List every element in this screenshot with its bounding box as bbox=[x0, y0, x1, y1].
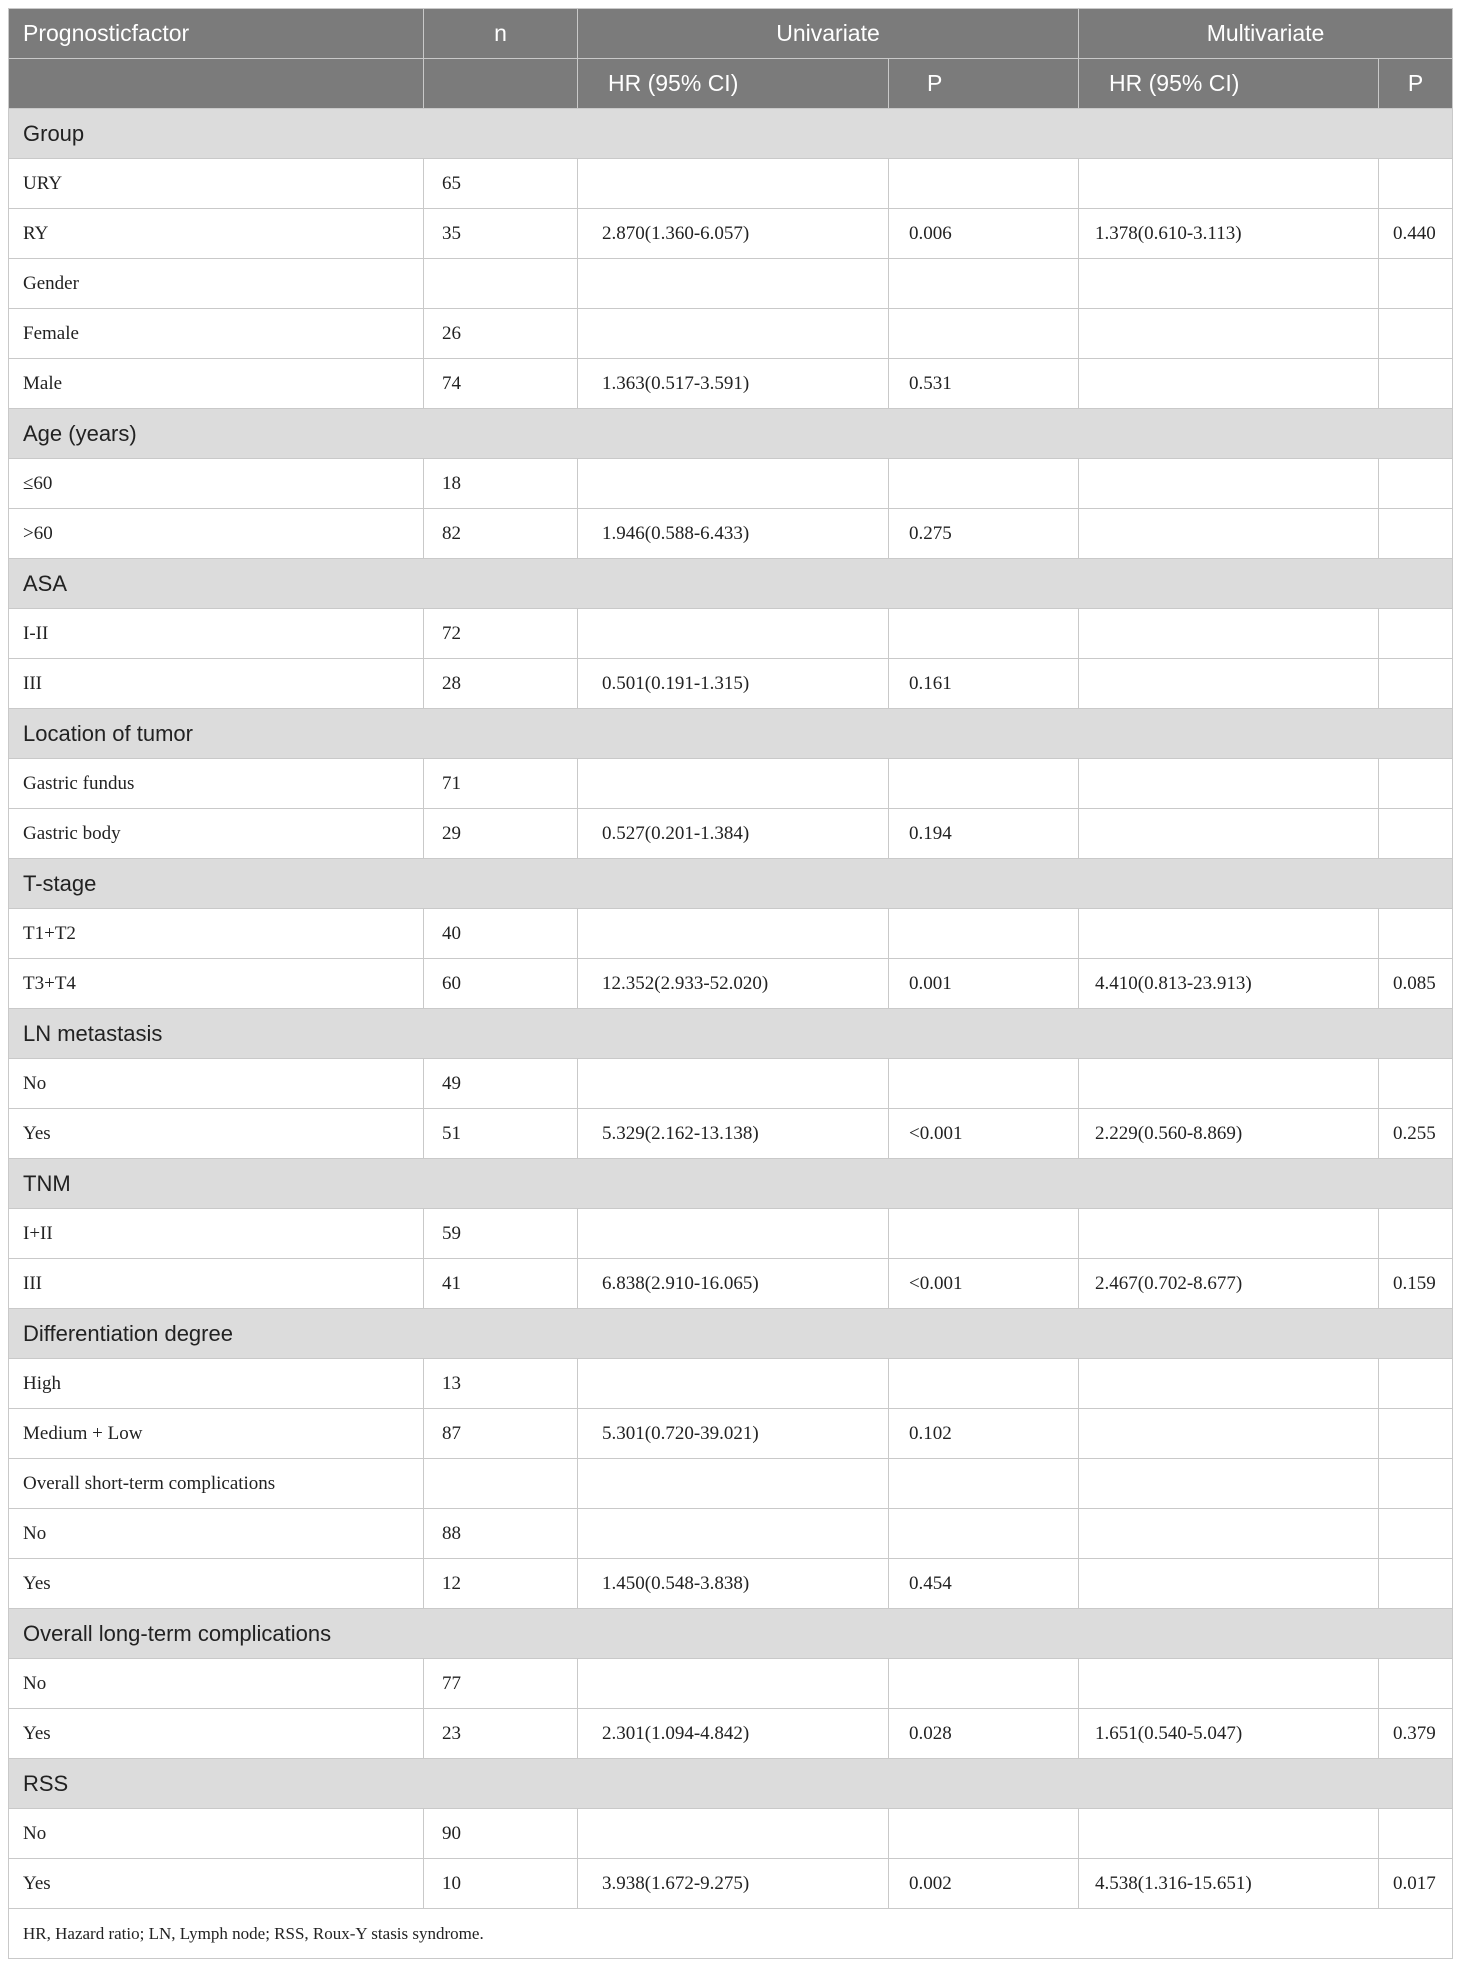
table-row bbox=[9, 1859, 1453, 1909]
table-row bbox=[9, 959, 1453, 1009]
cell-univariate-hr bbox=[578, 459, 889, 509]
header-multivariate-p: P bbox=[1379, 59, 1453, 109]
cell-n bbox=[424, 1459, 578, 1509]
cell-univariate-hr: 2.870(1.360-6.057) bbox=[578, 209, 889, 259]
cell-univariate-p: 0.002 bbox=[889, 1859, 1079, 1909]
cell-univariate-hr bbox=[578, 1509, 889, 1559]
cell-univariate-p: 0.275 bbox=[889, 509, 1079, 559]
section-label: T-stage bbox=[9, 859, 1453, 909]
cell-univariate-p bbox=[889, 1509, 1079, 1559]
section-label: Age (years) bbox=[9, 409, 1453, 459]
cell-n: 28 bbox=[424, 659, 578, 709]
cell-multivariate-p bbox=[1379, 1509, 1453, 1559]
cell-univariate-hr: 1.946(0.588-6.433) bbox=[578, 509, 889, 559]
table-row bbox=[9, 1359, 1453, 1409]
table-container bbox=[8, 8, 1452, 1959]
cell-univariate-p bbox=[889, 1359, 1079, 1409]
cell-factor: Female bbox=[9, 309, 424, 359]
prognostic-factors-table bbox=[8, 8, 1453, 1959]
table-row bbox=[9, 1809, 1453, 1859]
header-multivariate: Multivariate bbox=[1079, 9, 1453, 59]
cell-factor: Overall short-term complications bbox=[9, 1459, 424, 1509]
cell-n bbox=[424, 259, 578, 309]
cell-n: 90 bbox=[424, 1809, 578, 1859]
section-row bbox=[9, 859, 1453, 909]
table-row bbox=[9, 159, 1453, 209]
section-label: Overall long-term complications bbox=[9, 1609, 1453, 1659]
cell-univariate-p: 0.028 bbox=[889, 1709, 1079, 1759]
cell-multivariate-hr bbox=[1079, 1659, 1379, 1709]
cell-univariate-hr: 6.838(2.910-16.065) bbox=[578, 1259, 889, 1309]
cell-factor: High bbox=[9, 1359, 424, 1409]
cell-multivariate-hr bbox=[1079, 1409, 1379, 1459]
cell-multivariate-p bbox=[1379, 809, 1453, 859]
cell-factor: Yes bbox=[9, 1709, 424, 1759]
cell-univariate-p: <0.001 bbox=[889, 1259, 1079, 1309]
section-row bbox=[9, 109, 1453, 159]
table-row bbox=[9, 209, 1453, 259]
header-univariate-p: P bbox=[889, 59, 1079, 109]
cell-factor: Medium + Low bbox=[9, 1409, 424, 1459]
cell-univariate-p bbox=[889, 1209, 1079, 1259]
cell-n: 29 bbox=[424, 809, 578, 859]
table-row bbox=[9, 1109, 1453, 1159]
cell-multivariate-hr bbox=[1079, 759, 1379, 809]
cell-n: 41 bbox=[424, 1259, 578, 1309]
cell-factor: I+II bbox=[9, 1209, 424, 1259]
cell-univariate-p bbox=[889, 1459, 1079, 1509]
header-multivariate-hr: HR (95% CI) bbox=[1079, 59, 1379, 109]
cell-multivariate-hr bbox=[1079, 1559, 1379, 1609]
cell-multivariate-p bbox=[1379, 1659, 1453, 1709]
cell-univariate-hr: 3.938(1.672-9.275) bbox=[578, 1859, 889, 1909]
cell-univariate-p bbox=[889, 1659, 1079, 1709]
cell-factor: Male bbox=[9, 359, 424, 409]
cell-multivariate-hr: 1.651(0.540-5.047) bbox=[1079, 1709, 1379, 1759]
table-row bbox=[9, 459, 1453, 509]
cell-factor: URY bbox=[9, 159, 424, 209]
cell-n: 71 bbox=[424, 759, 578, 809]
cell-multivariate-hr bbox=[1079, 1209, 1379, 1259]
cell-univariate-p bbox=[889, 259, 1079, 309]
cell-univariate-p bbox=[889, 909, 1079, 959]
cell-multivariate-p bbox=[1379, 1559, 1453, 1609]
table-row bbox=[9, 1459, 1453, 1509]
section-label: TNM bbox=[9, 1159, 1453, 1209]
cell-factor: Yes bbox=[9, 1109, 424, 1159]
cell-multivariate-hr: 1.378(0.610-3.113) bbox=[1079, 209, 1379, 259]
header-blank-n bbox=[424, 59, 578, 109]
cell-multivariate-hr bbox=[1079, 659, 1379, 709]
cell-univariate-hr bbox=[578, 1809, 889, 1859]
cell-univariate-p bbox=[889, 1059, 1079, 1109]
table-row bbox=[9, 1059, 1453, 1109]
cell-univariate-hr: 12.352(2.933-52.020) bbox=[578, 959, 889, 1009]
section-row bbox=[9, 1009, 1453, 1059]
section-row bbox=[9, 1159, 1453, 1209]
section-row bbox=[9, 409, 1453, 459]
section-label: Location of tumor bbox=[9, 709, 1453, 759]
cell-multivariate-p bbox=[1379, 1359, 1453, 1409]
table-row bbox=[9, 509, 1453, 559]
header-univariate-hr: HR (95% CI) bbox=[578, 59, 889, 109]
section-label: Differentiation degree bbox=[9, 1309, 1453, 1359]
cell-univariate-p bbox=[889, 609, 1079, 659]
table-row bbox=[9, 659, 1453, 709]
cell-multivariate-p: 0.085 bbox=[1379, 959, 1453, 1009]
cell-univariate-p: 0.006 bbox=[889, 209, 1079, 259]
cell-n: 88 bbox=[424, 1509, 578, 1559]
cell-univariate-hr: 2.301(1.094-4.842) bbox=[578, 1709, 889, 1759]
cell-univariate-hr: 0.501(0.191-1.315) bbox=[578, 659, 889, 709]
table-row bbox=[9, 1259, 1453, 1309]
cell-multivariate-p bbox=[1379, 1409, 1453, 1459]
cell-multivariate-p bbox=[1379, 1059, 1453, 1109]
table-row bbox=[9, 609, 1453, 659]
table-row bbox=[9, 359, 1453, 409]
cell-univariate-hr bbox=[578, 609, 889, 659]
cell-factor: III bbox=[9, 1259, 424, 1309]
section-row bbox=[9, 559, 1453, 609]
cell-n: 59 bbox=[424, 1209, 578, 1259]
table-row bbox=[9, 759, 1453, 809]
cell-n: 13 bbox=[424, 1359, 578, 1409]
cell-multivariate-hr bbox=[1079, 459, 1379, 509]
cell-n: 12 bbox=[424, 1559, 578, 1609]
cell-multivariate-hr bbox=[1079, 1509, 1379, 1559]
cell-univariate-p bbox=[889, 759, 1079, 809]
section-label: Group bbox=[9, 109, 1453, 159]
header-factor: Prognosticfactor bbox=[9, 9, 424, 59]
table-body bbox=[9, 109, 1453, 1909]
table-row bbox=[9, 1559, 1453, 1609]
table-row bbox=[9, 1709, 1453, 1759]
cell-multivariate-p: 0.159 bbox=[1379, 1259, 1453, 1309]
table-row bbox=[9, 259, 1453, 309]
cell-multivariate-hr bbox=[1079, 909, 1379, 959]
cell-n: 65 bbox=[424, 159, 578, 209]
cell-n: 10 bbox=[424, 1859, 578, 1909]
cell-univariate-hr bbox=[578, 1059, 889, 1109]
cell-univariate-hr: 5.329(2.162-13.138) bbox=[578, 1109, 889, 1159]
cell-multivariate-p: 0.255 bbox=[1379, 1109, 1453, 1159]
cell-factor: Yes bbox=[9, 1559, 424, 1609]
cell-univariate-hr: 1.363(0.517-3.591) bbox=[578, 359, 889, 409]
cell-factor: >60 bbox=[9, 509, 424, 559]
cell-multivariate-p bbox=[1379, 1209, 1453, 1259]
cell-univariate-p: 0.531 bbox=[889, 359, 1079, 409]
cell-multivariate-p bbox=[1379, 359, 1453, 409]
cell-univariate-hr bbox=[578, 309, 889, 359]
cell-univariate-p: <0.001 bbox=[889, 1109, 1079, 1159]
cell-factor: Gastric fundus bbox=[9, 759, 424, 809]
cell-factor: ≤60 bbox=[9, 459, 424, 509]
cell-multivariate-p bbox=[1379, 459, 1453, 509]
cell-univariate-hr bbox=[578, 1459, 889, 1509]
cell-multivariate-p bbox=[1379, 509, 1453, 559]
cell-univariate-p: 0.001 bbox=[889, 959, 1079, 1009]
table-header bbox=[9, 9, 1453, 109]
cell-factor: No bbox=[9, 1509, 424, 1559]
table-row bbox=[9, 309, 1453, 359]
cell-univariate-hr bbox=[578, 1659, 889, 1709]
table-row bbox=[9, 1509, 1453, 1559]
cell-multivariate-hr bbox=[1079, 509, 1379, 559]
cell-n: 72 bbox=[424, 609, 578, 659]
cell-multivariate-p bbox=[1379, 259, 1453, 309]
cell-univariate-hr bbox=[578, 1209, 889, 1259]
cell-multivariate-p: 0.440 bbox=[1379, 209, 1453, 259]
cell-univariate-p bbox=[889, 459, 1079, 509]
table-row bbox=[9, 1409, 1453, 1459]
cell-multivariate-hr bbox=[1079, 609, 1379, 659]
cell-multivariate-p: 0.379 bbox=[1379, 1709, 1453, 1759]
cell-multivariate-hr bbox=[1079, 1059, 1379, 1109]
table-row bbox=[9, 1209, 1453, 1259]
cell-factor: I-II bbox=[9, 609, 424, 659]
cell-univariate-hr bbox=[578, 1359, 889, 1409]
cell-factor: T1+T2 bbox=[9, 909, 424, 959]
cell-multivariate-p bbox=[1379, 1459, 1453, 1509]
cell-univariate-hr: 0.527(0.201-1.384) bbox=[578, 809, 889, 859]
cell-n: 60 bbox=[424, 959, 578, 1009]
table-row bbox=[9, 1659, 1453, 1709]
cell-univariate-p: 0.102 bbox=[889, 1409, 1079, 1459]
cell-multivariate-p bbox=[1379, 309, 1453, 359]
cell-multivariate-p bbox=[1379, 159, 1453, 209]
cell-multivariate-hr bbox=[1079, 309, 1379, 359]
cell-n: 23 bbox=[424, 1709, 578, 1759]
cell-factor: Gastric body bbox=[9, 809, 424, 859]
cell-multivariate-hr bbox=[1079, 359, 1379, 409]
cell-univariate-hr bbox=[578, 909, 889, 959]
cell-n: 18 bbox=[424, 459, 578, 509]
cell-multivariate-hr bbox=[1079, 809, 1379, 859]
cell-univariate-hr bbox=[578, 759, 889, 809]
cell-univariate-p bbox=[889, 1809, 1079, 1859]
cell-univariate-p bbox=[889, 309, 1079, 359]
header-n: n bbox=[424, 9, 578, 59]
cell-multivariate-p bbox=[1379, 609, 1453, 659]
cell-multivariate-p: 0.017 bbox=[1379, 1859, 1453, 1909]
cell-univariate-hr bbox=[578, 159, 889, 209]
cell-n: 35 bbox=[424, 209, 578, 259]
cell-factor: No bbox=[9, 1059, 424, 1109]
cell-n: 40 bbox=[424, 909, 578, 959]
cell-univariate-p: 0.194 bbox=[889, 809, 1079, 859]
section-label: LN metastasis bbox=[9, 1009, 1453, 1059]
table-row bbox=[9, 809, 1453, 859]
cell-multivariate-p bbox=[1379, 759, 1453, 809]
section-row bbox=[9, 1609, 1453, 1659]
cell-multivariate-hr: 2.229(0.560-8.869) bbox=[1079, 1109, 1379, 1159]
table-row bbox=[9, 909, 1453, 959]
cell-univariate-hr: 5.301(0.720-39.021) bbox=[578, 1409, 889, 1459]
cell-n: 77 bbox=[424, 1659, 578, 1709]
cell-univariate-p: 0.454 bbox=[889, 1559, 1079, 1609]
cell-factor: No bbox=[9, 1659, 424, 1709]
section-row bbox=[9, 709, 1453, 759]
cell-n: 51 bbox=[424, 1109, 578, 1159]
section-row bbox=[9, 1309, 1453, 1359]
cell-multivariate-hr: 4.410(0.813-23.913) bbox=[1079, 959, 1379, 1009]
cell-univariate-p: 0.161 bbox=[889, 659, 1079, 709]
cell-univariate-p bbox=[889, 159, 1079, 209]
table-footnote: HR, Hazard ratio; LN, Lymph node; RSS, Roux-Y stasis syndrome. bbox=[9, 1909, 1453, 1959]
cell-multivariate-hr: 2.467(0.702-8.677) bbox=[1079, 1259, 1379, 1309]
cell-multivariate-hr bbox=[1079, 259, 1379, 309]
section-label: ASA bbox=[9, 559, 1453, 609]
header-blank-factor bbox=[9, 59, 424, 109]
cell-n: 87 bbox=[424, 1409, 578, 1459]
cell-n: 82 bbox=[424, 509, 578, 559]
cell-multivariate-hr bbox=[1079, 1459, 1379, 1509]
cell-univariate-hr: 1.450(0.548-3.838) bbox=[578, 1559, 889, 1609]
cell-n: 49 bbox=[424, 1059, 578, 1109]
cell-multivariate-hr: 4.538(1.316-15.651) bbox=[1079, 1859, 1379, 1909]
cell-factor: Yes bbox=[9, 1859, 424, 1909]
cell-factor: RY bbox=[9, 209, 424, 259]
cell-factor: T3+T4 bbox=[9, 959, 424, 1009]
cell-n: 26 bbox=[424, 309, 578, 359]
section-row bbox=[9, 1759, 1453, 1809]
cell-factor: III bbox=[9, 659, 424, 709]
cell-n: 74 bbox=[424, 359, 578, 409]
cell-multivariate-p bbox=[1379, 909, 1453, 959]
cell-factor: No bbox=[9, 1809, 424, 1859]
cell-multivariate-hr bbox=[1079, 1809, 1379, 1859]
cell-factor: Gender bbox=[9, 259, 424, 309]
cell-multivariate-hr bbox=[1079, 159, 1379, 209]
cell-multivariate-p bbox=[1379, 659, 1453, 709]
cell-multivariate-p bbox=[1379, 1809, 1453, 1859]
cell-univariate-hr bbox=[578, 259, 889, 309]
cell-multivariate-hr bbox=[1079, 1359, 1379, 1409]
header-univariate: Univariate bbox=[578, 9, 1079, 59]
section-label: RSS bbox=[9, 1759, 1453, 1809]
